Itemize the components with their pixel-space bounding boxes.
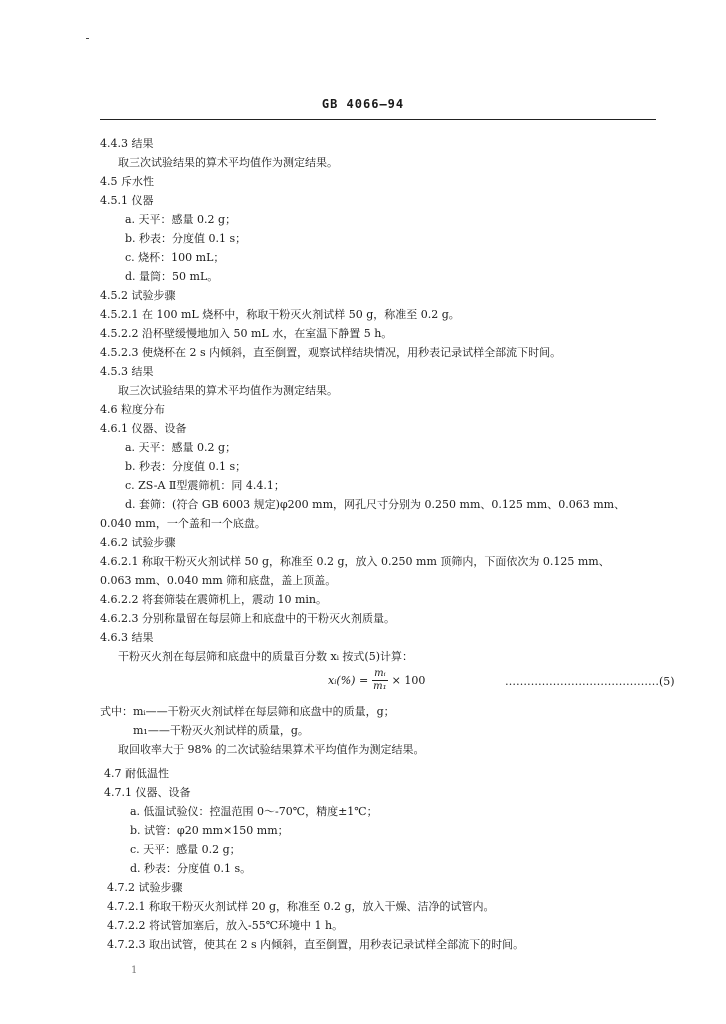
paragraph-line: 0.040 mm，一个盖和一个底盘。 [100,517,266,530]
section-heading: 4.6.2 试验步骤 [100,536,176,549]
header-rule [100,119,656,120]
paragraph-line: 4.6.2.3 分别称量留在每层筛上和底盘中的干粉灭火剂质量。 [100,612,395,625]
paragraph-line: 4.7.2.2 将试管加塞后，放入-55℃环境中 1 h。 [107,919,344,932]
list-item: a. 天平：感量 0.2 g； [125,441,237,454]
paragraph-line: 4.6.2.2 将套筛装在震筛机上，震动 10 min。 [100,593,328,606]
section-heading: 4.4.3 结果 [100,137,154,150]
list-item: a. 天平：感量 0.2 g； [125,213,237,226]
paragraph-line: 4.5.2.2 沿杯壁缓慢地加入 50 mL 水，在室温下静置 5 h。 [100,327,393,340]
list-item: c. 烧杯：100 mL； [125,251,225,264]
section-heading: 4.6.3 结果 [100,631,154,644]
list-item: a. 低温试验仪：控温范围 0～-70℃，精度±1℃； [130,805,378,818]
paragraph-line: 取回收率大于 98% 的二次试验结果算术平均值作为测定结果。 [118,743,425,756]
list-item: b. 秒表：分度值 0.1 s； [125,460,247,473]
list-item: c. ZS-A Ⅱ型震筛机：同 4.4.1； [125,479,285,492]
section-heading: 4.5.1 仪器 [100,194,154,207]
equation-number: ……………………………………(5) [505,675,675,688]
paragraph-line: 4.5.2.3 使烧杯在 2 s 内倾斜，直至倒置，观察试样结块情况，用秒表记录试样全部流下时间。 [100,346,562,359]
paragraph-line: 0.063 mm、0.040 mm 筛和底盘，盖上顶盖。 [100,574,337,587]
formula-denominator: m₁ [373,681,387,692]
percentage-formula [328,669,425,692]
formula-numerator: mᵢ [374,668,386,679]
section-heading: 4.7.2 试验步骤 [107,881,183,894]
section-heading: 4.6 粒度分布 [100,403,165,416]
list-item: d. 秒表：分度值 0.1 s。 [130,862,252,875]
list-item: c. 天平：感量 0.2 g； [130,843,241,856]
list-item: d. 量筒：50 mL。 [125,270,219,283]
paragraph-line: 取三次试验结果的算术平均值作为测定结果。 [118,156,338,169]
list-item: b. 秒表：分度值 0.1 s； [125,232,247,245]
paragraph-line: 取三次试验结果的算术平均值作为测定结果。 [118,384,338,397]
scan-speck [86,38,89,39]
paragraph-line: 4.5.2.1 在 100 mL 烧杯中，称取干粉灭火剂试样 50 g，称准至 0.2 g。 [100,308,460,321]
paragraph-line: 4.7.2.3 取出试管，使其在 2 s 内倾斜，直至倒置，用秒表记录试样全部流下的时间。 [107,938,525,951]
standard-number-header: GB 4066—94 [321,97,405,111]
section-heading: 4.5 斥水性 [100,175,154,188]
paragraph-line: m₁——干粉灭火剂试样的质量，g。 [133,724,309,737]
formula-lhs: xᵢ(%) = [328,674,369,687]
formula-fraction [372,669,388,692]
section-heading: 4.7.1 仪器、设备 [104,786,191,799]
paragraph-line: 式中：mᵢ——干粉灭火剂试样在每层筛和底盘中的质量，g； [100,705,395,718]
section-heading: 4.5.2 试验步骤 [100,289,176,302]
list-item: b. 试管：φ20 mm×150 mm； [130,824,289,837]
section-heading: 4.7 耐低温性 [104,767,169,780]
paragraph-line: 干粉灭火剂在每层筛和底盘中的质量百分数 xᵢ 按式(5)计算： [118,650,413,663]
list-item: d. 套筛：(符合 GB 6003 规定)φ200 mm，网孔尺寸分别为 0.250 mm、0.125 mm、0.063 mm、 [125,498,626,511]
page-mark: 1 [131,965,138,976]
paragraph-line: 4.6.2.1 称取干粉灭火剂试样 50 g，称准至 0.2 g，放入 0.250 mm 顶筛内，下面依次为 0.125 mm、 [100,555,610,568]
section-heading: 4.6.1 仪器、设备 [100,422,187,435]
section-heading: 4.5.3 结果 [100,365,154,378]
formula-rhs: × 100 [391,674,426,687]
paragraph-line: 4.7.2.1 称取干粉灭火剂试样 20 g，称准至 0.2 g，放入干燥、洁净的试管内。 [107,900,495,913]
